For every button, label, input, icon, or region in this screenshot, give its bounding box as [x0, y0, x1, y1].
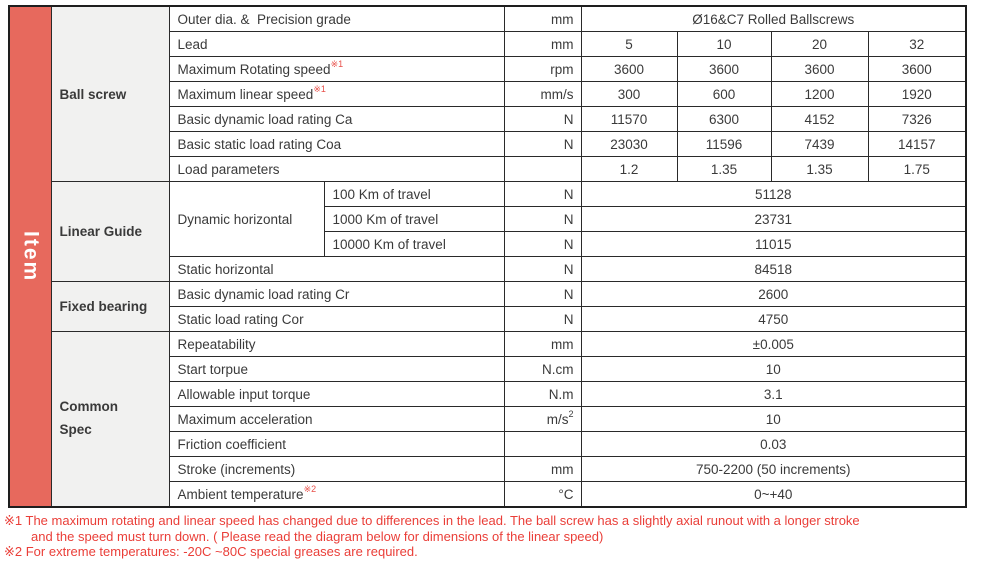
- row-label-static-coa: Basic static load rating Coa: [169, 132, 504, 157]
- row-unit-travel-100: N: [504, 182, 581, 207]
- row-label-static-horizontal: Static horizontal: [169, 257, 504, 282]
- row-unit-dynamic-ca: N: [504, 107, 581, 132]
- row-value-static-coa-0: 23030: [581, 132, 677, 157]
- row-value-max-rotating-3: 3600: [868, 57, 966, 82]
- spec-table: [8, 5, 967, 508]
- table-row: [9, 6, 966, 32]
- row-label-travel-10000: 10000 Km of travel: [324, 232, 504, 257]
- row-label-start-torque: Start torpue: [169, 357, 504, 382]
- row-label-static-cor: Static load rating Cor: [169, 307, 504, 332]
- row-label-max-accel: Maximum acceleration: [169, 407, 504, 432]
- row-label-lead: Lead: [169, 32, 504, 57]
- row-value-max-rotating-1: 3600: [677, 57, 771, 82]
- row-value-repeatability: ±0.005: [581, 332, 966, 357]
- row-value-ambient: 0~+40: [581, 482, 966, 508]
- row-unit-outer-dia: mm: [504, 6, 581, 32]
- section-fixed-bearing: Fixed bearing: [51, 282, 169, 332]
- row-label-repeatability: Repeatability: [169, 332, 504, 357]
- row-value-max-rotating-0: 3600: [581, 57, 677, 82]
- section-linear-guide: Linear Guide: [51, 182, 169, 282]
- row-unit-load-params: [504, 157, 581, 182]
- row-value-static-horizontal: 84518: [581, 257, 966, 282]
- row-value-dynamic-ca-1: 6300: [677, 107, 771, 132]
- row-value-travel-10000: 11015: [581, 232, 966, 257]
- row-value-max-accel: 10: [581, 407, 966, 432]
- footnotes: [4, 513, 1002, 560]
- unit-superscript: 2: [568, 409, 574, 419]
- row-value-max-linear-2: 1200: [771, 82, 868, 107]
- row-value-lead-0: 5: [581, 32, 677, 57]
- row-value-max-rotating-2: 3600: [771, 57, 868, 82]
- row-label-input-torque: Allowable input torque: [169, 382, 504, 407]
- row-value-static-coa-2: 7439: [771, 132, 868, 157]
- row-value-static-coa-3: 14157: [868, 132, 966, 157]
- row-label-ambient: Ambient temperature$^{※2}$: [169, 482, 504, 508]
- row-label-max-rotating: Maximum Rotating speed$^{※1}$: [169, 57, 504, 82]
- table-row: [9, 282, 966, 307]
- row-value-static-coa-1: 11596: [677, 132, 771, 157]
- row-label-max-linear: Maximum linear speed$^{※1}$: [169, 82, 504, 107]
- row-label-friction: Friction coefficient: [169, 432, 504, 457]
- row-value-outer-dia: Ø16&C7 Rolled Ballscrews: [581, 6, 966, 32]
- row-value-dynamic-ca-2: 4152: [771, 107, 868, 132]
- row-label-load-params: Load parameters: [169, 157, 504, 182]
- row-value-load-params-3: 1.75: [868, 157, 966, 182]
- row-unit-stroke: mm: [504, 457, 581, 482]
- row-label-travel-100: 100 Km of travel: [324, 182, 504, 207]
- footnote-1-line-1: ※1 The maximum rotating and linear speed has changed due to differences in the lead. The ball screw has a slightly axial runout with a longer stroke: [4, 513, 860, 528]
- row-value-lead-3: 32: [868, 32, 966, 57]
- section-common-spec: Common Spec: [51, 332, 169, 508]
- row-unit-friction: [504, 432, 581, 457]
- row-value-input-torque: 3.1: [581, 382, 966, 407]
- row-label-outer-dia: Outer dia. & Precision grade: [169, 6, 504, 32]
- row-unit-start-torque: N.cm: [504, 357, 581, 382]
- row-value-max-linear-3: 1920: [868, 82, 966, 107]
- footnote-marker-1: ※1: [313, 84, 326, 94]
- row-label-dynamic-cr: Basic dynamic load rating Cr: [169, 282, 504, 307]
- row-unit-static-cor: N: [504, 307, 581, 332]
- row-value-dynamic-cr: 2600: [581, 282, 966, 307]
- row-value-dynamic-ca-3: 7326: [868, 107, 966, 132]
- footnote-marker-1: ※1: [330, 59, 344, 69]
- row-value-static-cor: 4750: [581, 307, 966, 332]
- row-label-stroke: Stroke (increments): [169, 457, 504, 482]
- row-unit-travel-1000: N: [504, 207, 581, 232]
- row-unit-max-linear: mm/s: [504, 82, 581, 107]
- row-unit-max-rotating: rpm: [504, 57, 581, 82]
- row-value-load-params-2: 1.35: [771, 157, 868, 182]
- row-value-travel-1000: 23731: [581, 207, 966, 232]
- row-unit-dynamic-cr: N: [504, 282, 581, 307]
- footnote-2: ※2 For extreme temperatures: -20C ~80C special greases are required.: [4, 544, 418, 559]
- row-label-dynamic-ca: Basic dynamic load rating Ca: [169, 107, 504, 132]
- row-value-load-params-1: 1.35: [677, 157, 771, 182]
- row-value-max-linear-1: 600: [677, 82, 771, 107]
- row-unit-static-coa: N: [504, 132, 581, 157]
- row-unit-max-accel: $m/s^2$: [504, 407, 581, 432]
- row-value-lead-1: 10: [677, 32, 771, 57]
- item-header-cell: [9, 6, 51, 507]
- row-value-friction: 0.03: [581, 432, 966, 457]
- row-value-max-linear-0: 300: [581, 82, 677, 107]
- row-unit-travel-10000: N: [504, 232, 581, 257]
- footnote-1-line-2: and the speed must turn down. ( Please read the diagram below for dimensions of the linear speed): [31, 528, 604, 544]
- row-unit-static-horizontal: N: [504, 257, 581, 282]
- row-unit-repeatability: mm: [504, 332, 581, 357]
- row-value-start-torque: 10: [581, 357, 966, 382]
- item-header-label: Item: [19, 230, 43, 283]
- table-row: [9, 182, 966, 207]
- row-value-load-params-0: 1.2: [581, 157, 677, 182]
- row-value-lead-2: 20: [771, 32, 868, 57]
- row-unit-input-torque: N.m: [504, 382, 581, 407]
- row-value-stroke: 750-2200 (50 increments): [581, 457, 966, 482]
- table-row: [9, 332, 966, 357]
- row-unit-lead: mm: [504, 32, 581, 57]
- row-unit-ambient: °C: [504, 482, 581, 508]
- row-value-travel-100: 51128: [581, 182, 966, 207]
- footnote-marker-2: ※2: [303, 484, 317, 494]
- section-ball-screw: Ball screw: [51, 6, 169, 182]
- row-value-dynamic-ca-0: 11570: [581, 107, 677, 132]
- row-label-dynamic-horizontal: Dynamic horizontal: [169, 182, 324, 257]
- row-label-travel-1000: 1000 Km of travel: [324, 207, 504, 232]
